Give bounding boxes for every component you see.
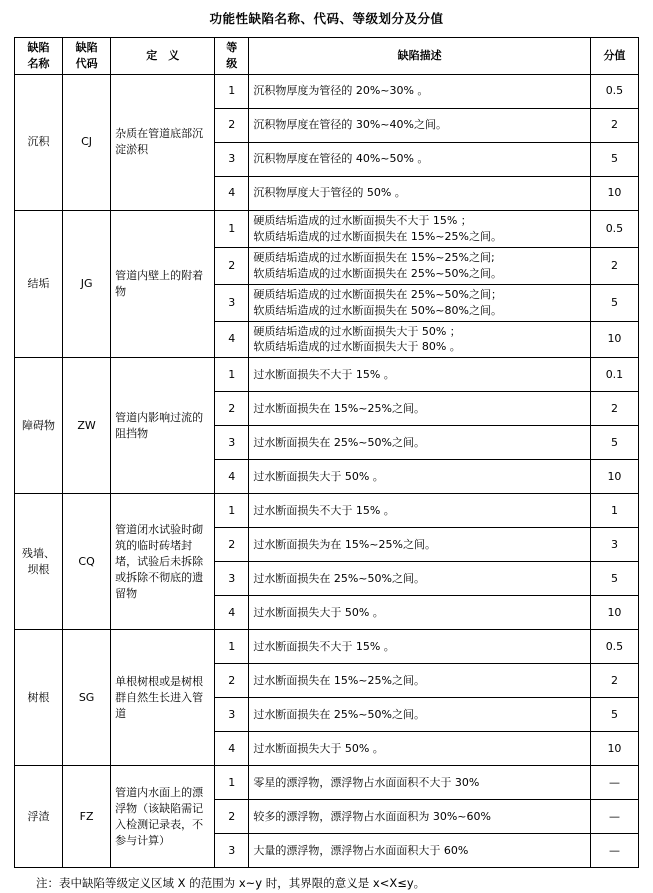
- cell-level: 3: [215, 284, 249, 321]
- cell-definition: 管道内壁上的附着物: [111, 210, 215, 358]
- cell-score: 0.1: [590, 358, 638, 392]
- description-line: 软质结垢造成的过水断面损失大于 80% 。: [253, 340, 461, 354]
- cell-score: 10: [590, 596, 638, 630]
- table-row: [15, 210, 639, 247]
- cell-score: —: [590, 766, 638, 800]
- cell-score: 10: [590, 176, 638, 210]
- cell-level: 3: [215, 426, 249, 460]
- cell-description: [249, 766, 591, 800]
- description-line: 较多的漂浮物，漂浮物占水面面积为 30%~60%: [253, 809, 491, 823]
- cell-score: 5: [590, 426, 638, 460]
- defect-classification-table: [14, 37, 639, 868]
- cell-defect-name: 障碍物: [15, 358, 63, 494]
- cell-level: 4: [215, 732, 249, 766]
- column-header-score: 分值: [590, 38, 638, 75]
- cell-score: 2: [590, 392, 638, 426]
- cell-level: 2: [215, 800, 249, 834]
- description-line: 软质结垢造成的过水断面损失在 15%~25%之间。: [253, 229, 502, 243]
- cell-level: 3: [215, 142, 249, 176]
- description-line: 过水断面损失不大于 15% 。: [253, 503, 395, 517]
- cell-description: [249, 210, 591, 247]
- cell-score: —: [590, 834, 638, 868]
- cell-score: 10: [590, 732, 638, 766]
- description-line: 大量的漂浮物，漂浮物占水面面积大于 60%: [253, 843, 469, 857]
- description-line: 沉积物厚度在管径的 30%~40%之间。: [253, 118, 447, 132]
- description-line: 过水断面损失在 15%~25%之间。: [253, 673, 425, 687]
- cell-description: [249, 176, 591, 210]
- cell-defect-code: CJ: [63, 74, 111, 210]
- cell-score: 5: [590, 142, 638, 176]
- cell-score: 10: [590, 321, 638, 358]
- column-header-defect-name: [15, 38, 63, 75]
- cell-defect-name: 浮渣: [15, 766, 63, 868]
- cell-level: 1: [215, 494, 249, 528]
- cell-defect-name: 沉积: [15, 74, 63, 210]
- header-line-2: 名称: [27, 56, 50, 70]
- cell-level: 1: [215, 358, 249, 392]
- description-line: 硬质结垢造成的过水断面损失大于 50% ；: [253, 324, 461, 338]
- cell-description: [249, 74, 591, 108]
- cell-defect-code: CQ: [63, 494, 111, 630]
- cell-definition: 单根树根或是树根群自然生长进入管道: [111, 630, 215, 766]
- cell-description: [249, 321, 591, 358]
- cell-description: [249, 108, 591, 142]
- cell-level: 3: [215, 562, 249, 596]
- cell-definition: 管道闭水试验时砌筑的临时砖堵封堵，试验后未拆除或拆除不彻底的遗留物: [111, 494, 215, 630]
- cell-level: 3: [215, 834, 249, 868]
- cell-description: [249, 732, 591, 766]
- description-line: 过水断面损失在 25%~50%之间。: [253, 435, 425, 449]
- header-line-1: 缺陷: [27, 41, 50, 54]
- description-line: 沉积物厚度大于管径的 50% 。: [253, 186, 406, 200]
- cell-description: [249, 596, 591, 630]
- cell-definition: 管道内水面上的漂浮物（该缺陷需记入检测记录表，不参与计算）: [111, 766, 215, 868]
- description-line: 沉积物厚度在管径的 40%~50% 。: [253, 152, 429, 166]
- cell-level: 1: [215, 210, 249, 247]
- table-note: 注：表中缺陷等级定义区域 X 的范围为 x~y 时，其界限的意义是 x<X≤y。: [36, 876, 426, 891]
- cell-score: 0.5: [590, 630, 638, 664]
- cell-level: 4: [215, 321, 249, 358]
- cell-score: —: [590, 800, 638, 834]
- description-line: 硬质结垢造成的过水断面损失不大于 15% ；: [253, 213, 472, 227]
- description-line: 过水断面损失在 25%~50%之间。: [253, 571, 425, 585]
- table-body: [15, 74, 639, 868]
- cell-description: [249, 426, 591, 460]
- cell-score: 5: [590, 284, 638, 321]
- cell-level: 2: [215, 664, 249, 698]
- description-line: 零星的漂浮物，漂浮物占水面面积不大于 30%: [253, 775, 480, 789]
- cell-score: 1: [590, 494, 638, 528]
- cell-level: 2: [215, 392, 249, 426]
- cell-description: [249, 460, 591, 494]
- cell-defect-name: 结垢: [15, 210, 63, 358]
- cell-description: [249, 142, 591, 176]
- cell-description: [249, 247, 591, 284]
- cell-defect-code: FZ: [63, 766, 111, 868]
- table-row: [15, 494, 639, 528]
- header-line-2: 代码: [75, 56, 98, 70]
- cell-defect-name: 树根: [15, 630, 63, 766]
- cell-defect-code: ZW: [63, 358, 111, 494]
- cell-level: 2: [215, 528, 249, 562]
- cell-description: [249, 834, 591, 868]
- cell-score: 0.5: [590, 210, 638, 247]
- column-header-defect-code: [63, 38, 111, 75]
- table-row: [15, 630, 639, 664]
- column-header-level: [215, 38, 249, 75]
- description-line: 沉积物厚度为管径的 20%~30% 。: [253, 84, 429, 98]
- cell-level: 4: [215, 460, 249, 494]
- table-header-row: [15, 38, 639, 75]
- cell-score: 0.5: [590, 74, 638, 108]
- description-line: 硬质结垢造成的过水断面损失在 25%~50%之间；: [253, 287, 502, 301]
- cell-description: [249, 800, 591, 834]
- description-line: 软质结垢造成的过水断面损失在 50%~80%之间。: [253, 303, 502, 317]
- cell-description: [249, 494, 591, 528]
- description-line: 软质结垢造成的过水断面损失在 25%~50%之间。: [253, 266, 502, 280]
- header-line-1: 等: [226, 41, 238, 54]
- cell-description: [249, 698, 591, 732]
- cell-score: 2: [590, 108, 638, 142]
- table-row: [15, 74, 639, 108]
- cell-score: 10: [590, 460, 638, 494]
- cell-score: 2: [590, 247, 638, 284]
- cell-defect-code: SG: [63, 630, 111, 766]
- description-line: 过水断面损失不大于 15% 。: [253, 639, 395, 653]
- cell-score: 3: [590, 528, 638, 562]
- table-row: [15, 766, 639, 800]
- cell-defect-code: JG: [63, 210, 111, 358]
- cell-level: 2: [215, 247, 249, 284]
- header-line-2: 级: [226, 56, 238, 70]
- table-row: [15, 358, 639, 392]
- description-line: 硬质结垢造成的过水断面损失在 15%~25%之间;: [253, 250, 495, 264]
- cell-description: [249, 630, 591, 664]
- column-header-definition: 定 义: [111, 38, 215, 75]
- cell-description: [249, 562, 591, 596]
- cell-defect-name: [15, 494, 63, 630]
- column-header-description: 缺陷描述: [249, 38, 591, 75]
- cell-level: 1: [215, 630, 249, 664]
- page-title: 功能性缺陷名称、代码、等级划分及分值: [209, 11, 444, 26]
- cell-level: 2: [215, 108, 249, 142]
- defect-name-line-2: 坝根: [27, 562, 50, 576]
- description-line: 过水断面损失不大于 15% 。: [253, 367, 395, 381]
- description-line: 过水断面损失为在 15%~25%之间。: [253, 537, 436, 551]
- cell-definition: 管道内影响过流的阻挡物: [111, 358, 215, 494]
- cell-level: 1: [215, 766, 249, 800]
- description-line: 过水断面损失大于 50% 。: [253, 741, 384, 755]
- cell-score: 2: [590, 664, 638, 698]
- description-line: 过水断面损失大于 50% 。: [253, 469, 384, 483]
- cell-definition: 杂质在管道底部沉淀淤积: [111, 74, 215, 210]
- cell-level: 4: [215, 176, 249, 210]
- defect-name-line-1: 残墙、: [22, 546, 56, 560]
- cell-score: 5: [590, 698, 638, 732]
- cell-level: 3: [215, 698, 249, 732]
- cell-description: [249, 392, 591, 426]
- description-line: 过水断面损失在 25%~50%之间。: [253, 707, 425, 721]
- cell-description: [249, 528, 591, 562]
- cell-level: 4: [215, 596, 249, 630]
- table-header: [15, 38, 639, 75]
- cell-description: [249, 284, 591, 321]
- description-line: 过水断面损失大于 50% 。: [253, 605, 384, 619]
- cell-level: 1: [215, 74, 249, 108]
- cell-score: 5: [590, 562, 638, 596]
- header-line-1: 缺陷: [75, 41, 98, 54]
- description-line: 过水断面损失在 15%~25%之间。: [253, 401, 425, 415]
- cell-description: [249, 664, 591, 698]
- cell-description: [249, 358, 591, 392]
